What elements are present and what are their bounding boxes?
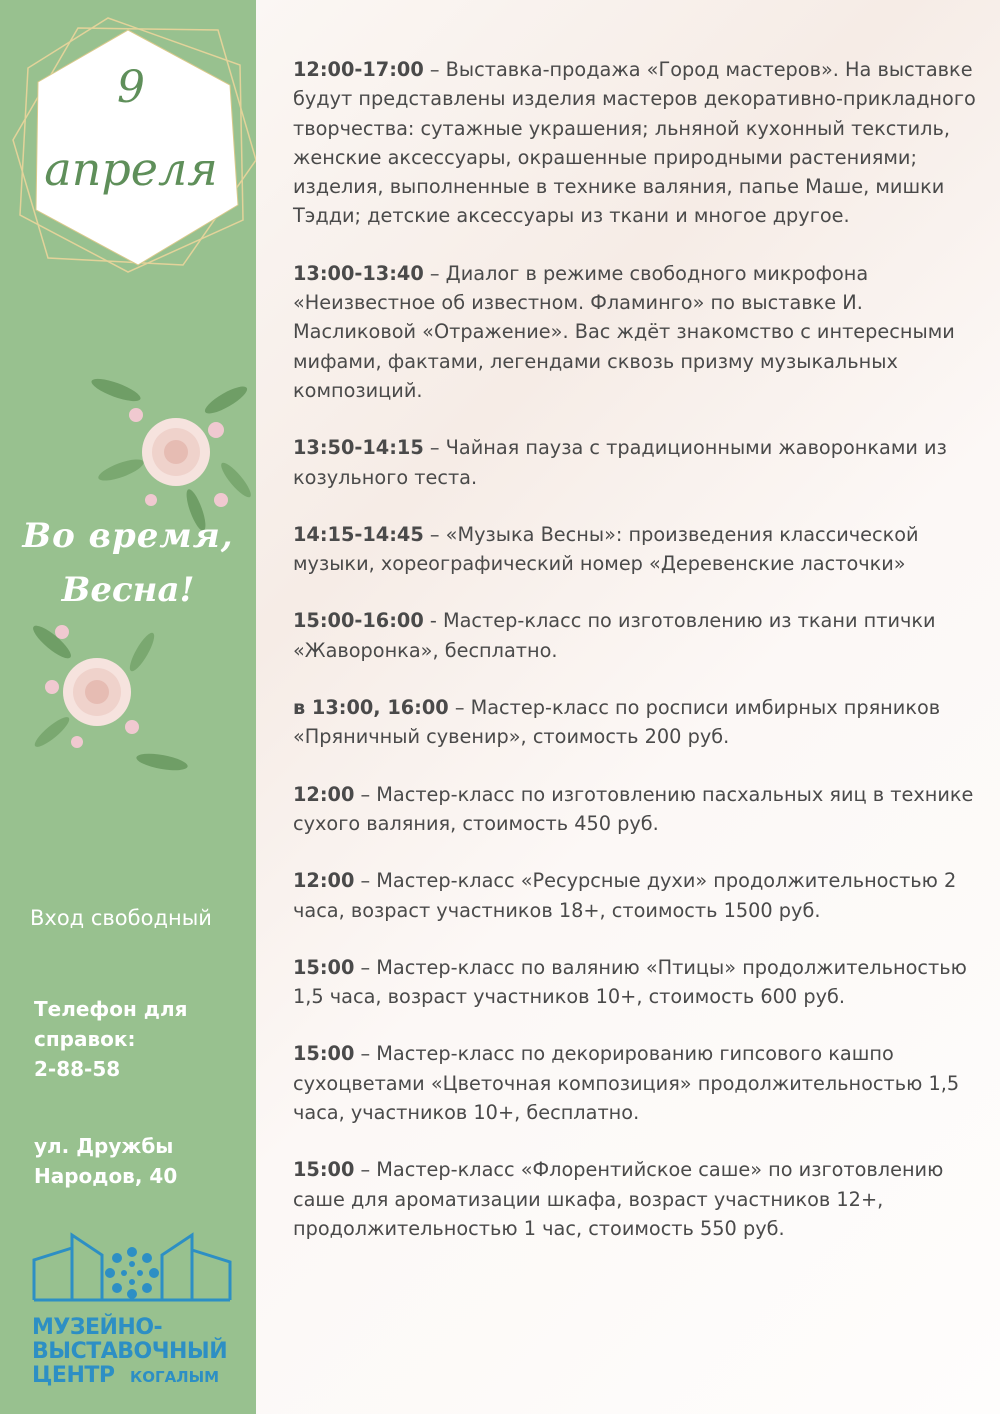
event-text: – Мастер-класс «Флорентийское саше» по изготовлению саше для ароматизации шкафа, возраст участников 12+, продолжительностью 1 час, стоимость 550 руб.: [293, 1158, 944, 1240]
event-item: [293, 55, 983, 231]
contact-phone: [34, 994, 234, 1084]
event-item: [293, 693, 983, 752]
event-time: 13:50-14:15: [293, 436, 424, 460]
event-item: [293, 433, 983, 492]
event-item: [293, 866, 983, 925]
event-time: в 13:00, 16:00: [293, 696, 449, 720]
event-item: [293, 520, 983, 579]
event-text: – Мастер-класс «Ресурсные духи» продолжительностью 2 часа, возраст участников 18+, стоимость 1500 руб.: [293, 869, 957, 922]
phone-number: 2-88-58: [34, 1057, 121, 1081]
event-text: – Мастер-класс по изготовлению пасхальных яиц в технике сухого валяния, стоимость 450 руб.: [293, 782, 974, 835]
event-time: 13:00-13:40: [293, 261, 424, 285]
event-time: 14:15-14:45: [293, 522, 424, 546]
event-text: – «Музыка Весны»: произведения классической музыки, хореографический номер «Деревенские ласточки»: [293, 522, 919, 576]
flower-bouquet-icon: [22, 612, 192, 787]
event-item: [293, 606, 983, 665]
event-text: – Чайная пауза с традиционными жаворонками из козульного теста.: [293, 436, 947, 489]
slogan-line2: Весна!: [61, 570, 195, 610]
event-time: 12:00-17:00: [293, 58, 424, 81]
event-time: 12:00: [293, 869, 355, 893]
logo-line3: ЦЕНТР: [32, 1363, 115, 1388]
event-time: 15:00: [293, 1042, 355, 1066]
event-time: 15:00: [293, 955, 355, 979]
slogan-line1: Во время,: [22, 516, 234, 556]
logo-line1: МУЗЕЙНО-: [32, 1315, 163, 1340]
free-entry-label: Вход свободный: [30, 906, 212, 930]
event-item: [293, 780, 983, 839]
date-day: 9: [117, 62, 145, 113]
event-text: – Мастер-класс по росписи имбирных пряников «Пряничный сувенир», стоимость 200 руб.: [293, 696, 941, 749]
phone-label: Телефон для справок:: [34, 997, 188, 1051]
event-item: [293, 1155, 983, 1243]
event-time: 15:00: [293, 1158, 355, 1182]
event-time: 12:00: [293, 782, 355, 806]
event-item: [293, 953, 983, 1012]
event-text: – Выставка-продажа «Город мастеров». На выставке будут представлены изделия мастеров декоративно-прикладного творчества: сутажные украшения; льняной кухонный текстиль, женские аксессуары, окрашенные природными растениями; изделия, выполненные в технике валяния, папье Маше, мишки Тэдди; детские аксессуары из ткани и многое другое.: [293, 58, 976, 228]
logo-line2: ВЫСТАВОЧНЫЙ: [32, 1339, 228, 1364]
event-text: - Мастер-класс по изготовлению из ткани птички «Жаворонка», бесплатно.: [293, 609, 936, 662]
event-time: 15:00-16:00: [293, 609, 424, 633]
event-text: – Мастер-класс по валянию «Птицы» продолжительностью 1,5 часа, возраст участников 10+, стоимость 600 руб.: [293, 955, 967, 1009]
event-item: [293, 1039, 983, 1127]
museum-logo-icon: [32, 1230, 242, 1320]
address: ул. Дружбы Народов, 40: [34, 1134, 178, 1188]
event-item: [293, 259, 983, 405]
sidebar: [0, 0, 256, 1414]
logo-city: КОГАЛЫМ: [130, 1368, 220, 1386]
event-text: – Мастер-класс по декорированию гипсового кашпо сухоцветами «Цветочная композиция» продолжительностью 1,5 часа, участников 10+, бесплатно.: [293, 1042, 960, 1125]
date-month: апреля: [44, 142, 218, 196]
event-text: – Диалог в режиме свободного микрофона «Неизвестное об известном. Фламинго» по выставке И. Масликовой «Отражение». Вас ждёт знакомство с интересными мифами, фактами, легендами сквозь призму музыкальных композиций.: [293, 261, 955, 402]
flower-bouquet-icon: [76, 360, 256, 530]
schedule: [293, 55, 983, 1243]
